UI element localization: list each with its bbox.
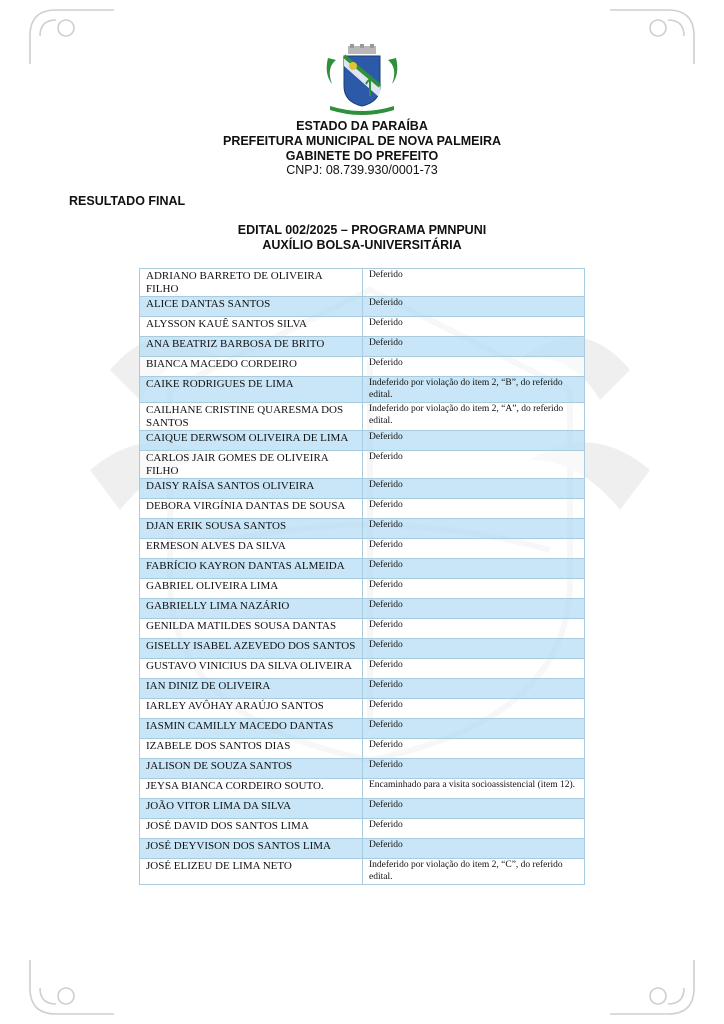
applicant-name: ALICE DANTAS SANTOS — [140, 297, 363, 317]
applicant-status: Deferido — [363, 619, 585, 639]
applicant-name: CARLOS JAIR GOMES DE OLIVEIRA FILHO — [140, 451, 363, 479]
table-row — [140, 499, 585, 519]
applicant-name: ANA BEATRIZ BARBOSA DE BRITO — [140, 337, 363, 357]
table-row — [140, 719, 585, 739]
applicant-name: GUSTAVO VINICIUS DA SILVA OLIVEIRA — [140, 659, 363, 679]
applicant-status: Deferido — [363, 739, 585, 759]
applicant-name: FABRÍCIO KAYRON DANTAS ALMEIDA — [140, 559, 363, 579]
applicant-name: GABRIELLY LIMA NAZÁRIO — [140, 599, 363, 619]
table-row — [140, 297, 585, 317]
table-row — [140, 579, 585, 599]
applicant-status: Deferido — [363, 269, 585, 297]
applicant-name: DAISY RAÍSA SANTOS OLIVEIRA — [140, 479, 363, 499]
applicant-name: GENILDA MATILDES SOUSA DANTAS — [140, 619, 363, 639]
header-office: GABINETE DO PREFEITO — [285, 149, 439, 163]
applicant-status: Deferido — [363, 519, 585, 539]
table-row — [140, 799, 585, 819]
applicant-status: Deferido — [363, 599, 585, 619]
applicant-name: CAIKE RODRIGUES DE LIMA — [140, 377, 363, 403]
applicant-name: ERMESON ALVES DA SILVA — [140, 539, 363, 559]
applicant-name: JOSÉ DAVID DOS SANTOS LIMA — [140, 819, 363, 839]
table-row — [140, 679, 585, 699]
table-row — [140, 377, 585, 403]
table-row — [140, 819, 585, 839]
applicant-status: Deferido — [363, 699, 585, 719]
table-row — [140, 559, 585, 579]
applicant-name: IAN DINIZ DE OLIVEIRA — [140, 679, 363, 699]
applicant-status: Deferido — [363, 819, 585, 839]
applicant-status: Deferido — [363, 659, 585, 679]
applicant-status: Indeferido por violação do item 2, “C”, do referido edital. — [363, 859, 585, 885]
applicant-name: DEBORA VIRGÍNIA DANTAS DE SOUSA — [140, 499, 363, 519]
table-row — [140, 431, 585, 451]
applicant-name: JOSÉ ELIZEU DE LIMA NETO — [140, 859, 363, 885]
table-row — [140, 619, 585, 639]
applicant-status: Deferido — [363, 799, 585, 819]
table-row — [140, 337, 585, 357]
section-title: RESULTADO FINAL — [69, 194, 186, 208]
applicant-status: Deferido — [363, 317, 585, 337]
applicant-status: Deferido — [363, 337, 585, 357]
table-row — [140, 403, 585, 431]
ornament-corner-bottom-left-icon — [26, 958, 116, 1018]
applicant-status: Deferido — [363, 479, 585, 499]
applicant-status: Indeferido por violação do item 2, “B”, do referido edital. — [363, 377, 585, 403]
table-row — [140, 779, 585, 799]
applicant-status: Deferido — [363, 357, 585, 377]
table-row — [140, 539, 585, 559]
table-row — [140, 357, 585, 377]
results-table — [139, 268, 585, 885]
applicant-status: Deferido — [363, 297, 585, 317]
applicant-name: ALYSSON KAUÊ SANTOS SILVA — [140, 317, 363, 337]
applicant-name: IZABELE DOS SANTOS DIAS — [140, 739, 363, 759]
applicant-name: BIANCA MACEDO CORDEIRO — [140, 357, 363, 377]
applicant-name: GISELLY ISABEL AZEVEDO DOS SANTOS — [140, 639, 363, 659]
table-row — [140, 739, 585, 759]
applicant-name: IARLEY AVÔHAY ARAÚJO SANTOS — [140, 699, 363, 719]
table-row — [140, 859, 585, 885]
applicant-name: JOSÉ DEYVISON DOS SANTOS LIMA — [140, 839, 363, 859]
municipal-crest-icon — [322, 44, 402, 116]
header-cnpj: CNPJ: 08.739.930/0001-73 — [286, 163, 438, 177]
table-row — [140, 317, 585, 337]
applicant-status: Deferido — [363, 719, 585, 739]
applicant-status: Deferido — [363, 499, 585, 519]
applicant-name: ADRIANO BARRETO DE OLIVEIRA FILHO — [140, 269, 363, 297]
table-row — [140, 479, 585, 499]
applicant-status: Deferido — [363, 431, 585, 451]
edital-title: EDITAL 002/2025 – PROGRAMA PMNPUNI — [237, 223, 487, 237]
ornament-corner-bottom-right-icon — [608, 958, 698, 1018]
table-row — [140, 839, 585, 859]
ornament-corner-top-left-icon — [26, 6, 116, 66]
applicant-status: Deferido — [363, 451, 585, 479]
table-row — [140, 659, 585, 679]
applicant-status: Deferido — [363, 639, 585, 659]
header-municipality: PREFEITURA MUNICIPAL DE NOVA PALMEIRA — [222, 134, 501, 148]
applicant-name: IASMIN CAMILLY MACEDO DANTAS — [140, 719, 363, 739]
applicant-name: JOÃO VITOR LIMA DA SILVA — [140, 799, 363, 819]
table-row — [140, 699, 585, 719]
table-row — [140, 599, 585, 619]
applicant-name: DJAN ERIK SOUSA SANTOS — [140, 519, 363, 539]
applicant-status: Deferido — [363, 679, 585, 699]
header-state: ESTADO DA PARAÍBA — [296, 119, 428, 133]
applicant-status: Deferido — [363, 539, 585, 559]
applicant-status: Deferido — [363, 559, 585, 579]
applicant-name: CAIQUE DERWSOM OLIVEIRA DE LIMA — [140, 431, 363, 451]
applicant-status: Encaminhado para a visita socioassistencial (item 12). — [363, 779, 585, 799]
table-row — [140, 639, 585, 659]
applicant-name: CAILHANE CRISTINE QUARESMA DOS SANTOS — [140, 403, 363, 431]
applicant-status: Deferido — [363, 839, 585, 859]
table-row — [140, 519, 585, 539]
applicant-name: GABRIEL OLIVEIRA LIMA — [140, 579, 363, 599]
applicant-status: Indeferido por violação do item 2, “A”, do referido edital. — [363, 403, 585, 431]
ornament-corner-top-right-icon — [608, 6, 698, 66]
applicant-status: Deferido — [363, 759, 585, 779]
applicant-name: JEYSA BIANCA CORDEIRO SOUTO. — [140, 779, 363, 799]
table-row — [140, 269, 585, 297]
edital-subtitle: AUXÍLIO BOLSA-UNIVERSITÁRIA — [262, 238, 462, 252]
table-row — [140, 451, 585, 479]
applicant-status: Deferido — [363, 579, 585, 599]
table-row — [140, 759, 585, 779]
applicant-name: JALISON DE SOUZA SANTOS — [140, 759, 363, 779]
